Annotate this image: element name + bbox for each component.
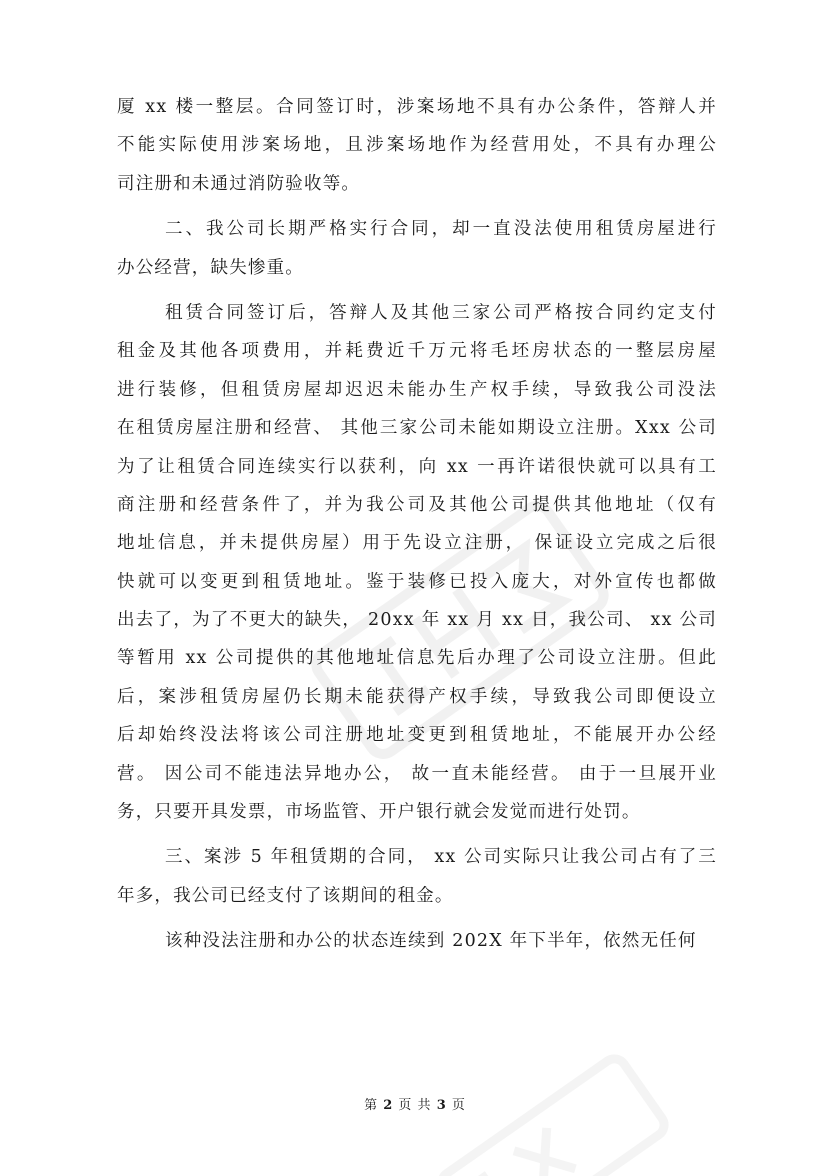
text-line: 租赁合同签订后，答辩人及其他三家公司严格按合同约定支付 <box>165 302 717 323</box>
body-text <box>117 88 717 961</box>
paragraph-gap <box>117 203 717 210</box>
text-line: 后却始终没法将该公司注册地址变更到租赁地址，不能展开办公经 <box>117 725 717 746</box>
paragraph-p5 <box>117 922 717 960</box>
text-line: 不能实际使用涉案场地，且涉案场地作为经营用处，不具有办理公 <box>117 135 717 156</box>
text-line: 后，案涉租赁房屋仍长期未能获得产权手续，导致我公司即便设立 <box>117 686 717 707</box>
text-line: 司注册和未通过消防验收等。 <box>117 173 361 194</box>
text-line: 在租赁房屋注册和经营、 其他三家公司未能如期设立注册。Xxx 公司 <box>117 418 717 439</box>
text-line: 快就可以变更到租赁地址。鉴于装修已投入庞大，对外宣传也都做 <box>117 571 717 592</box>
text-line: 厦 xx 楼一整层。合同签订时，涉案场地不具有办公条件，答辩人并 <box>117 97 717 117</box>
footer-total-pages: 3 <box>436 1098 447 1113</box>
watermark-icon-bottom <box>400 1050 700 1176</box>
footer-suffix: 页 <box>451 1098 466 1113</box>
text-line: 务，只要开具发票，市场监管、开户银行就会发觉而进行处罚。 <box>117 802 641 823</box>
text-line: 进行装修，但租赁房屋却迟迟未能办生产权手续，导致我公司没法 <box>117 379 717 400</box>
text-line: 年多，我公司已经支付了该期间的租金。 <box>117 885 454 906</box>
text-line: 租金及其他各项费用，并耗费近千万元将毛坯房状态的一整层房屋 <box>117 341 717 362</box>
paragraph-p4 <box>117 838 717 915</box>
text-line: 等暂用 xx 公司提供的其他地址信息先后办理了公司设立注册。但此 <box>117 648 717 669</box>
footer-current-page: 2 <box>383 1098 394 1113</box>
text-line: 该种没法注册和办公的状态连续到 202X 年下半年，依然无任何 <box>165 931 697 952</box>
page-footer <box>0 1094 830 1113</box>
text-line: 地址信息，并未提供房屋）用于先设立注册， 保证设立完成之后很 <box>117 533 717 554</box>
paragraph-p1 <box>117 88 717 203</box>
paragraph-gap <box>117 287 717 294</box>
text-line: 为了让租赁合同连续实行以获利，向 xx 一再许诺很快就可以具有工 <box>117 456 717 477</box>
text-line: 三、案涉 5 年租赁期的合同， xx 公司实际只让我公司占有了三 <box>165 847 717 868</box>
footer-middle: 页 共 <box>398 1098 432 1113</box>
text-line: 二、我公司长期严格实行合同，却一直没法使用租赁房屋进行 <box>165 219 717 240</box>
paragraph-gap <box>117 915 717 922</box>
text-line: 出去了，为了不更大的缺失， 20xx 年 xx 月 xx 日，我公司、 xx 公司 <box>117 610 717 631</box>
paragraph-gap <box>117 831 717 838</box>
paragraph-p3 <box>117 294 717 831</box>
text-line: 商注册和经营条件了，并为我公司及其他公司提供其他地址（仅有 <box>117 494 717 515</box>
text-line: 办公经营，缺失惨重。 <box>117 257 304 278</box>
text-line: 营。 因公司不能违法异地办公， 故一直未能经营。 由于一旦展开业 <box>117 763 717 784</box>
paragraph-p2 <box>117 210 717 287</box>
footer-prefix: 第 <box>364 1098 379 1113</box>
